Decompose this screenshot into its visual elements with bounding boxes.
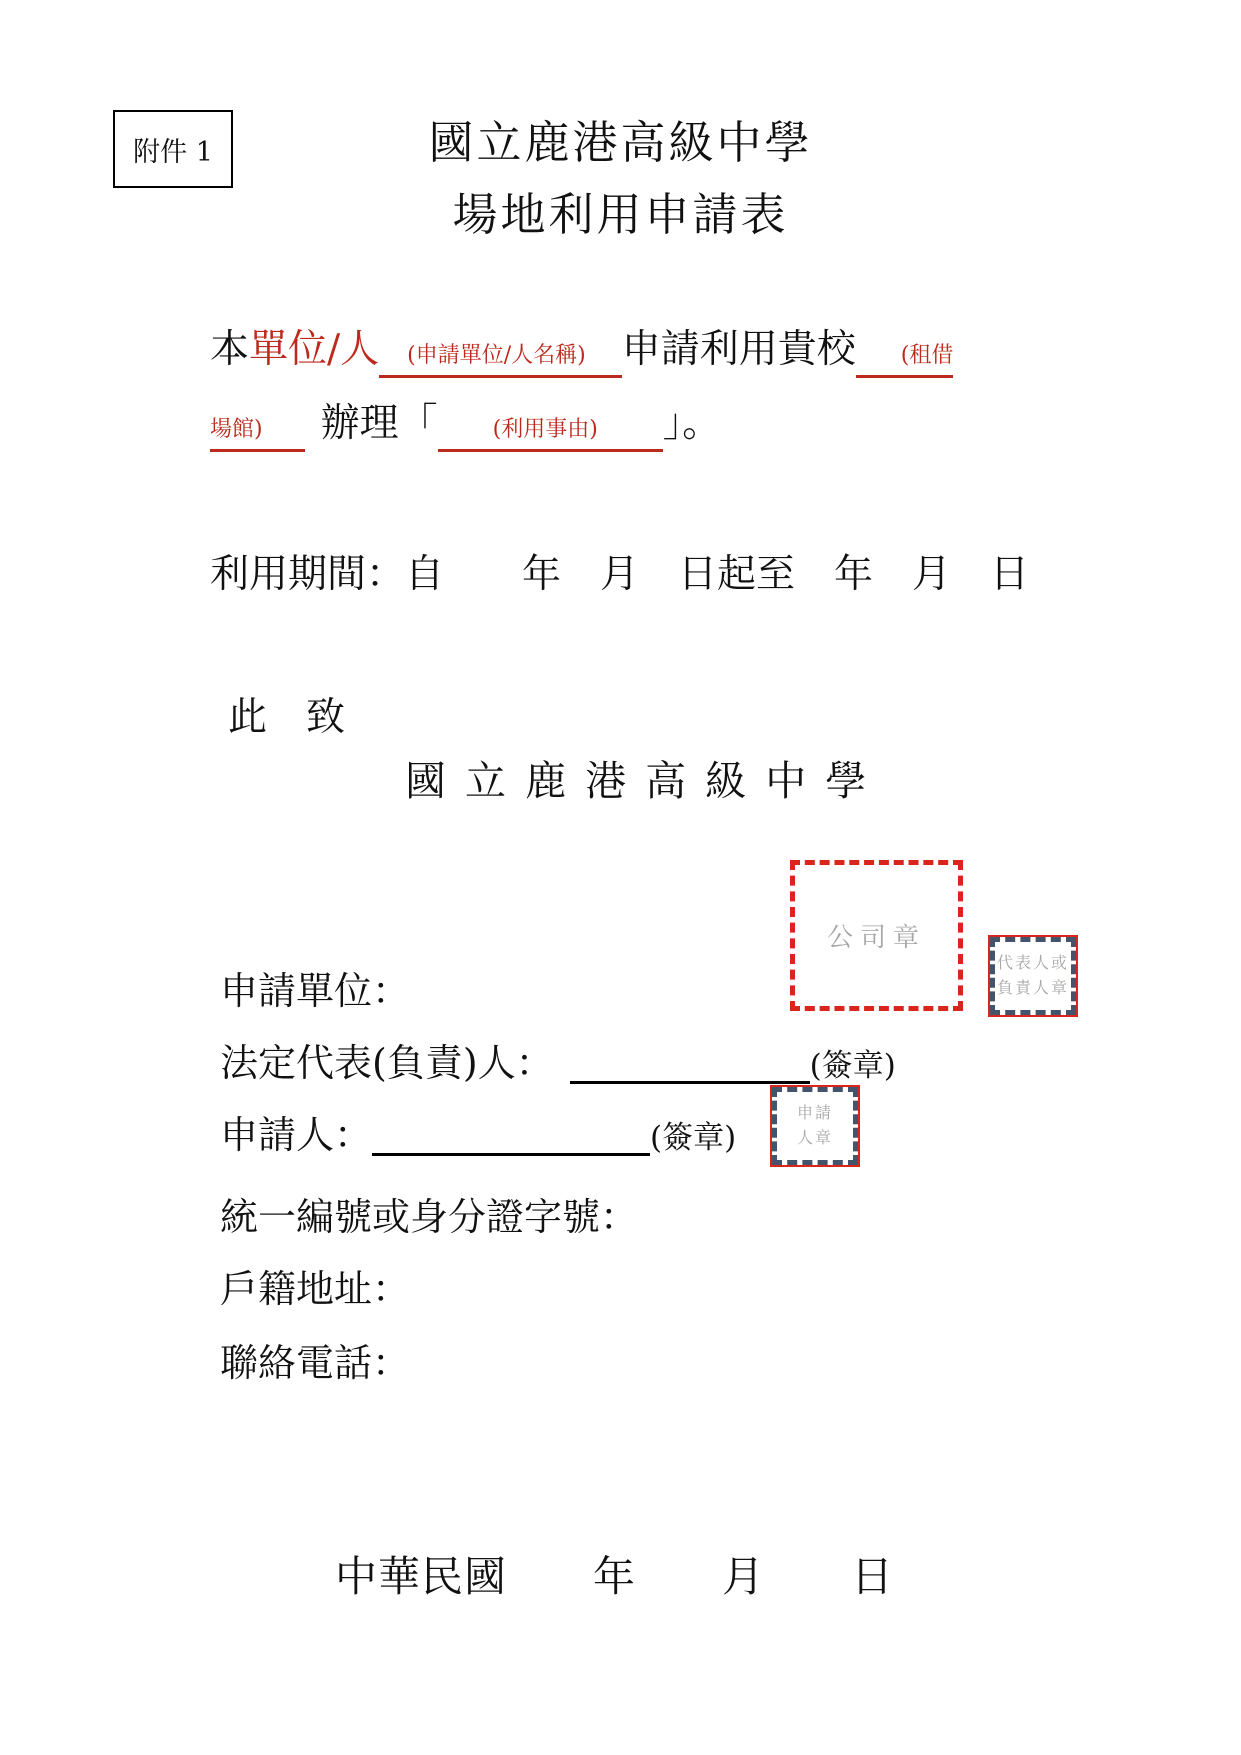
intro-paragraph-line1 bbox=[210, 318, 953, 378]
representative-seal-line2: 負責人章 bbox=[996, 978, 1069, 997]
contact-phone-line bbox=[220, 1332, 410, 1387]
applicant-unit-label: 申請單位： bbox=[220, 969, 411, 1013]
roc-date-line: 中華民國 年 月 日 bbox=[335, 1552, 895, 1601]
legal-representative-line bbox=[220, 1032, 896, 1087]
intro-prefix: 本 bbox=[210, 327, 250, 372]
bracket-open: 「 bbox=[398, 401, 438, 446]
intro-middle: 申請利用貴校 bbox=[621, 327, 856, 372]
applicant-name-hint: (申請單位/人名稱) bbox=[407, 343, 586, 368]
attachment-label: 附件 1 bbox=[133, 136, 213, 168]
salutation-school: 國 立 鹿 港 高 級 中 學 bbox=[405, 757, 870, 805]
id-number-label: 統一編號或身分證字號： bbox=[220, 1195, 639, 1239]
intro-paragraph-line2 bbox=[210, 392, 721, 452]
applicant-unit-line bbox=[220, 960, 410, 1015]
salutation-to: 此 致 bbox=[228, 695, 346, 740]
legal-rep-sign-note: (簽章) bbox=[809, 1048, 896, 1084]
handle-word: 辦理 bbox=[320, 401, 399, 446]
venue-blank-end bbox=[210, 404, 305, 452]
purpose-blank bbox=[438, 404, 663, 452]
applicant-seal-box bbox=[772, 1087, 858, 1165]
legal-rep-signature-blank bbox=[570, 1081, 810, 1084]
venue-blank-start bbox=[856, 330, 954, 378]
applicant-name-blank bbox=[379, 330, 622, 378]
school-title: 國立鹿港高級中學 bbox=[428, 116, 813, 169]
legal-rep-label: 法定代表(負責)人： bbox=[220, 1041, 554, 1085]
form-title: 場地利用申請表 bbox=[452, 188, 789, 241]
representative-seal-line1: 代表人或 bbox=[996, 953, 1069, 973]
bracket-close: 」。 bbox=[662, 401, 722, 446]
applicant-seal-line2: 人章 bbox=[796, 1128, 833, 1147]
company-seal-box bbox=[790, 860, 963, 1011]
usage-period-line: 利用期間：自 年 月 日起至 年 月 日 bbox=[210, 552, 1030, 597]
registered-address-line bbox=[220, 1258, 410, 1313]
id-number-line bbox=[220, 1186, 638, 1241]
applicant-line bbox=[220, 1104, 736, 1159]
representative-seal-box bbox=[990, 937, 1076, 1015]
applicant-label: 申請人： bbox=[220, 1113, 373, 1157]
venue-hint-close: 場館) bbox=[210, 417, 263, 442]
applicant-seal-line1: 申請 bbox=[796, 1103, 833, 1123]
intro-applicant-word: 單位/人 bbox=[249, 327, 380, 372]
contact-phone-label: 聯絡電話： bbox=[220, 1341, 411, 1385]
company-seal-label: 公司章 bbox=[826, 923, 926, 953]
purpose-hint: (利用事由) bbox=[492, 417, 598, 442]
registered-address-label: 戶籍地址： bbox=[220, 1267, 411, 1311]
applicant-signature-blank bbox=[372, 1153, 650, 1156]
applicant-sign-note: (簽章) bbox=[650, 1120, 737, 1156]
venue-hint-open: (租借 bbox=[900, 343, 954, 368]
